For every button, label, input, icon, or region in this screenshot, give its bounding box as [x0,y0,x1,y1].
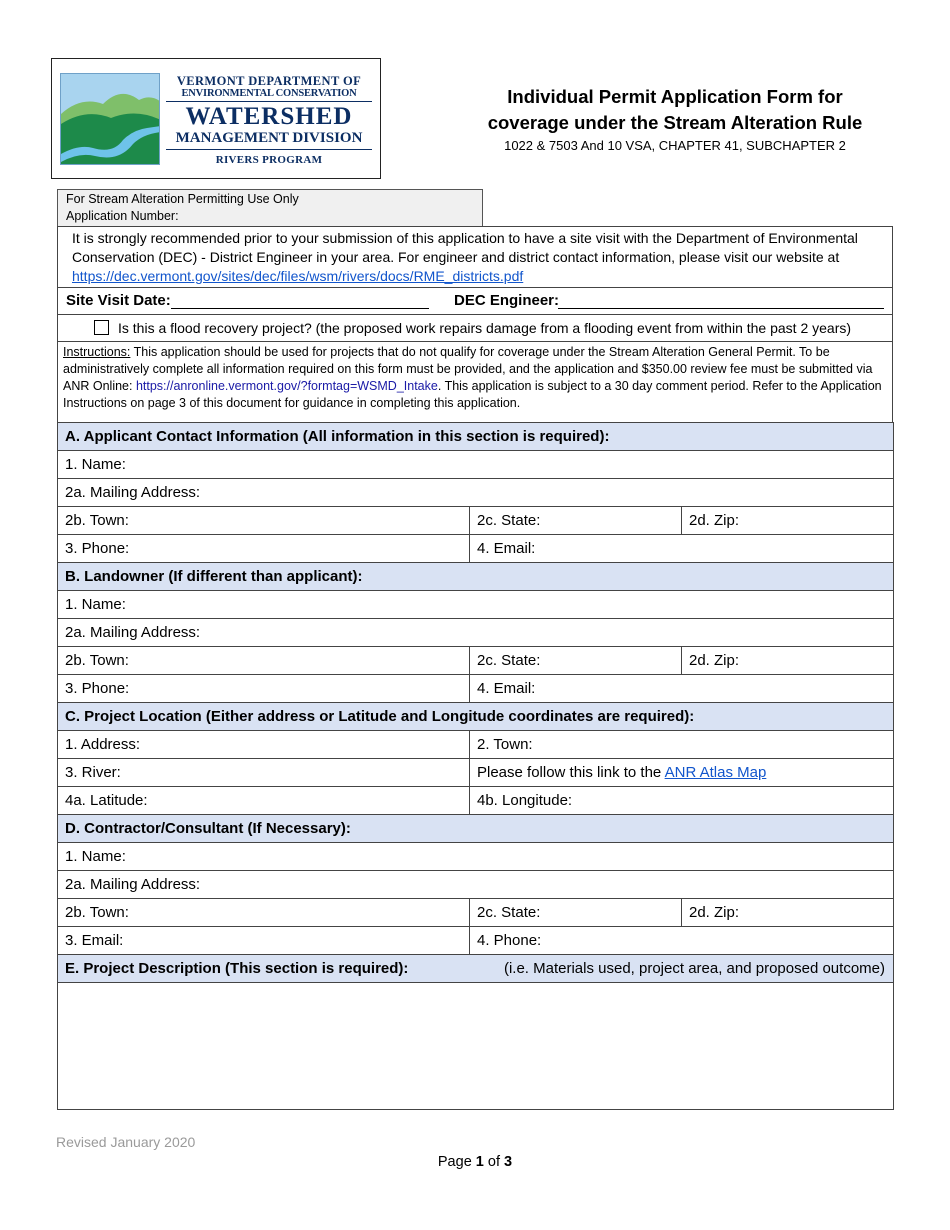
atlas-map-cell [470,759,894,787]
atlas-map-text: Please follow this link to the [477,764,665,781]
logo-line1: VERMONT DEPARTMENT OF [176,74,362,88]
contractor-email-field[interactable]: 3. Email: [58,927,470,955]
applicant-state-field[interactable]: 2c. State: [470,507,682,535]
flood-recovery-checkbox[interactable] [94,320,109,335]
title-line2: coverage under the Stream Alteration Rule [487,112,863,133]
anr-online-link[interactable]: https://anronline.vermont.gov/?formtag=WSMD_Intake [135,379,438,393]
latitude-field[interactable]: 4a. Latitude: [58,787,470,815]
revision-date: Revised January 2020 [56,1134,196,1150]
instructions-paragraph [57,341,893,423]
dec-engineer-field[interactable] [558,292,884,309]
section-d-header: D. Contractor/Consultant (If Necessary): [58,815,894,843]
section-a-header: A. Applicant Contact Information (All information in this section is required): [58,423,894,451]
flood-recovery-row [57,314,893,341]
statute-subtitle: 1022 & 7503 And 10 VSA, CHAPTER 41, SUBCHAPTER 2 [504,138,846,153]
landowner-mailing-field[interactable]: 2a. Mailing Address: [58,619,894,647]
anr-atlas-map-link[interactable]: ANR Atlas Map [664,764,767,781]
landowner-email-field[interactable]: 4. Email: [470,675,894,703]
contractor-mailing-field[interactable]: 2a. Mailing Address: [58,871,894,899]
section-c-header: C. Project Location (Either address or Latitude and Longitude coordinates are required): [58,703,894,731]
project-address-field[interactable]: 1. Address: [58,731,470,759]
title-line1: Individual Permit Application Form for [507,86,843,107]
page-total: 3 [504,1154,513,1170]
instructions-text1: This application should be used for projects that do not qualify for coverage under the Stream Alteration General Permit. To be administratively complete all information required on this form must be provided, and the application and $350.00 review fee must be submitted via ANR Online: [63,345,873,393]
contractor-phone-field[interactable]: 4. Phone: [470,927,894,955]
longitude-field[interactable]: 4b. Longitude: [470,787,894,815]
site-visit-row [57,287,893,314]
logo-line4: MANAGEMENT DIVISION [166,130,372,150]
section-e-hint: (i.e. Materials used, project area, and proposed outcome) [503,960,885,977]
applicant-name-field[interactable]: 1. Name: [58,451,894,479]
page-mid: of [483,1154,505,1170]
application-number-label: Application Number: [66,209,179,223]
contractor-town-field[interactable]: 2b. Town: [58,899,470,927]
contractor-zip-field[interactable]: 2d. Zip: [682,899,894,927]
instructions-heading: Instructions: [63,345,131,359]
section-b-header: B. Landowner (If different than applicant): [58,563,894,591]
site-visit-date-field[interactable] [171,292,429,309]
application-form-table [57,422,894,1110]
contractor-name-field[interactable]: 1. Name: [58,843,894,871]
flood-recovery-question: Is this a flood recovery project? (the proposed work repairs damage from a flooding event from within the past 2 years) [118,320,852,336]
logo-line3: WATERSHED [185,103,353,130]
watershed-landscape-icon [60,73,160,165]
contractor-state-field[interactable]: 2c. State: [470,899,682,927]
landowner-state-field[interactable]: 2c. State: [470,647,682,675]
instructions-text2: . This application is subject to a 30 day comment period. Refer to the Application Instructions on page 3 of this document for guidance in completing this application. [63,379,882,410]
logo-wordmark [166,75,372,167]
office-use-box [57,189,483,226]
applicant-town-field[interactable]: 2b. Town: [58,507,470,535]
logo-line2: ENVIRONMENTAL CONSERVATION [166,88,372,102]
page-prefix: Page [437,1154,476,1170]
applicant-zip-field[interactable]: 2d. Zip: [682,507,894,535]
project-town-field[interactable]: 2. Town: [470,731,894,759]
logo-line5: RIVERS PROGRAM [215,154,323,166]
dec-engineer-label: DEC Engineer: [454,292,560,309]
project-river-field[interactable]: 3. River: [58,759,470,787]
landowner-name-field[interactable]: 1. Name: [58,591,894,619]
site-visit-date-label: Site Visit Date: [66,292,171,309]
district-link[interactable]: https://dec.vermont.gov/sites/dec/files/wsm/rivers/docs/RME_districts.pdf [72,268,524,284]
section-e-header [58,955,894,983]
page-number [0,1154,950,1170]
landowner-town-field[interactable]: 2b. Town: [58,647,470,675]
landowner-zip-field[interactable]: 2d. Zip: [682,647,894,675]
applicant-email-field[interactable]: 4. Email: [470,535,894,563]
project-description-field[interactable] [58,983,894,1110]
page-title [440,84,910,156]
section-e-title: E. Project Description (This section is required): [65,960,409,977]
intro-text: It is strongly recommended prior to your submission of this application to have a site visit with the Department of Environmental Conservation (DEC) - District Engineer in your area. For engineer and district contact information, please visit our website at [72,230,858,265]
landowner-phone-field[interactable]: 3. Phone: [58,675,470,703]
page-current: 1 [475,1154,484,1170]
applicant-phone-field[interactable]: 3. Phone: [58,535,470,563]
intro-paragraph [57,226,893,287]
office-use-label: For Stream Alteration Permitting Use Only [66,192,299,206]
logo [51,58,381,179]
applicant-mailing-field[interactable]: 2a. Mailing Address: [58,479,894,507]
